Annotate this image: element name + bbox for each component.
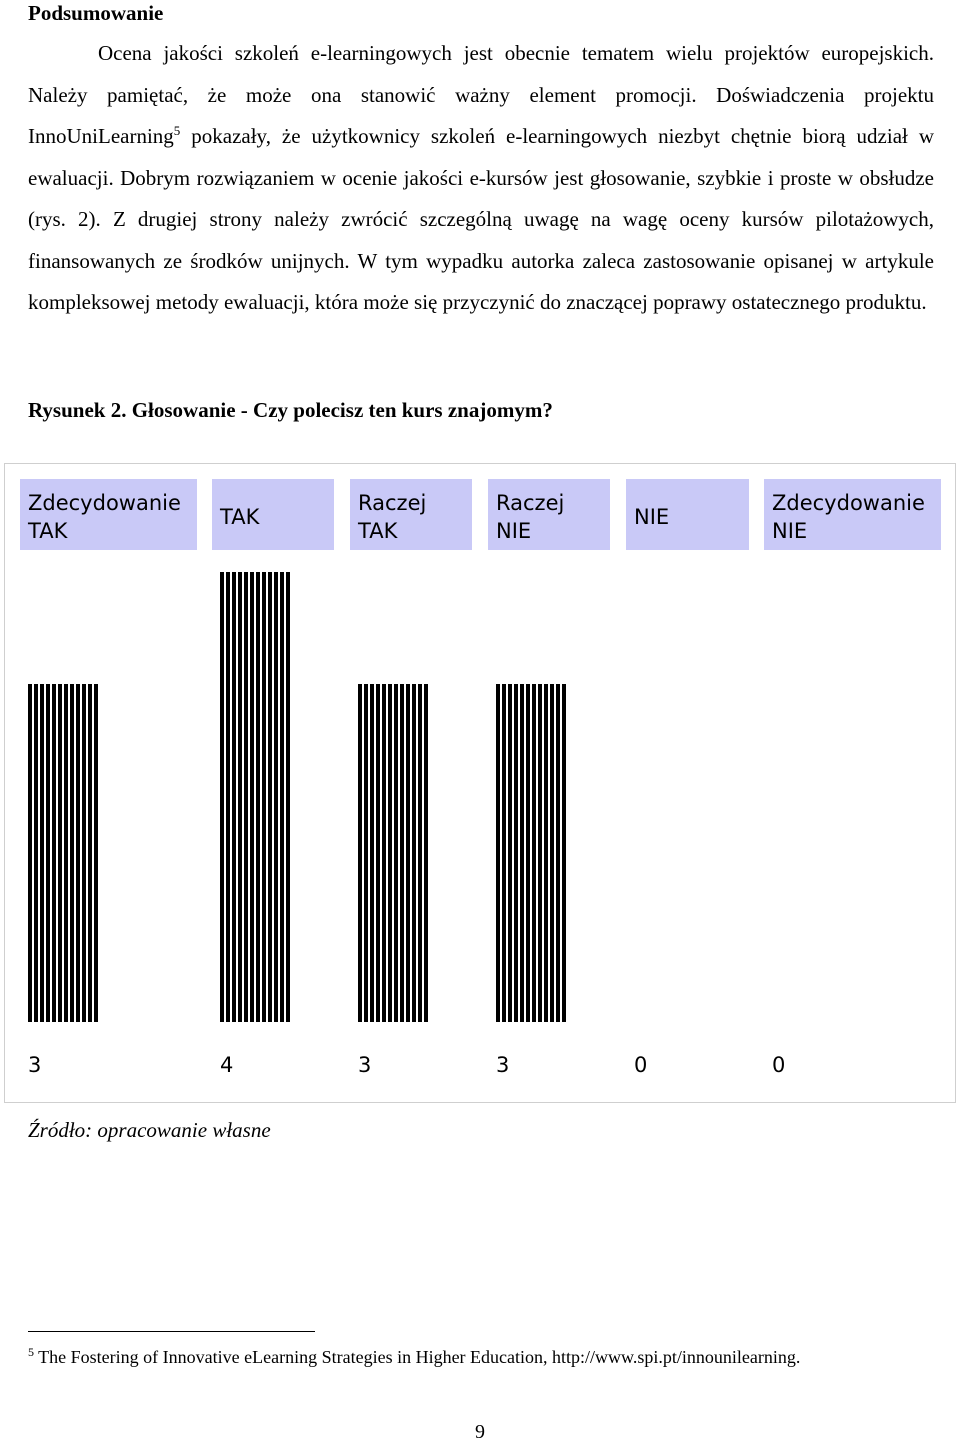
bar-2 [358,684,430,1022]
option-label-text: NIE [634,504,670,529]
bar-0 [28,684,100,1022]
vote-count-3: 3 [496,1053,510,1077]
poll-chart [4,463,956,1103]
option-label-4[interactable] [626,479,749,550]
summary-paragraph [28,33,934,324]
option-label-0[interactable] [20,479,197,550]
option-label-text: Zdecydowanie [28,490,181,515]
page-number: 9 [475,1421,485,1443]
option-label-text: TAK [358,518,398,543]
option-label-text: Raczej [496,490,565,515]
option-label-text: NIE [496,518,532,543]
option-label-1[interactable] [212,479,334,550]
option-label-text: Zdecydowanie [772,490,925,515]
paragraph-text-part2: pokazały, że użytkownicy szkoleń e-learningowych niezbyt chętnie biorą udział w ewaluacji. Dobrym rozwiązaniem w ocenie jakości e-kursów jest głosowanie, szybkie i proste w obsłudze (rys. 2). Z drugiej strony należy zwrócić szczególną uwagę na wagę oceny kursów pilotażowych, finansowanych ze środków unijnych. W tym wypadku autorka zaleca zastosowanie opisanej w artykule kompleksowej metody ewaluacji, która może się przyczynić do znaczącej poprawy ostatecznego produktu. [28,124,934,314]
option-label-2[interactable] [350,479,472,550]
paragraph-text-part1: Ocena jakości szkoleń e-learningowych jest obecnie tematem wielu projektów europejskich. Należy pamiętać, że może ona stanowić ważny element promocji. Doświadczenia projektu InnoUniLearning [28,41,934,148]
vote-count-4: 0 [634,1053,648,1077]
option-label-3[interactable] [488,479,610,550]
footnote-text: The Fostering of Innovative eLearning Strategies in Higher Education, http://www.spi.pt/innounilearning. [34,1347,801,1367]
option-label-text: NIE [772,518,808,543]
bar-3 [496,684,568,1022]
section-heading: Podsumowanie [28,1,164,25]
vote-count-0: 3 [28,1053,42,1077]
figure-source: Źródło: opracowanie własne [28,1118,271,1142]
option-label-text: Raczej [358,490,427,515]
option-label-text: TAK [220,504,260,529]
option-label-5[interactable] [764,479,941,550]
bar-1 [220,572,292,1022]
option-label-text: TAK [28,518,68,543]
vote-count-5: 0 [772,1053,786,1077]
vote-count-1: 4 [220,1053,234,1077]
figure-caption: Rysunek 2. Głosowanie - Czy polecisz ten kurs znajomym? [28,398,553,422]
footnote-mark: 5 [28,1345,34,1359]
vote-count-2: 3 [358,1053,372,1077]
footnote [28,1344,800,1370]
footnote-divider [28,1331,315,1332]
footnote-ref-mark[interactable]: 5 [173,123,181,138]
